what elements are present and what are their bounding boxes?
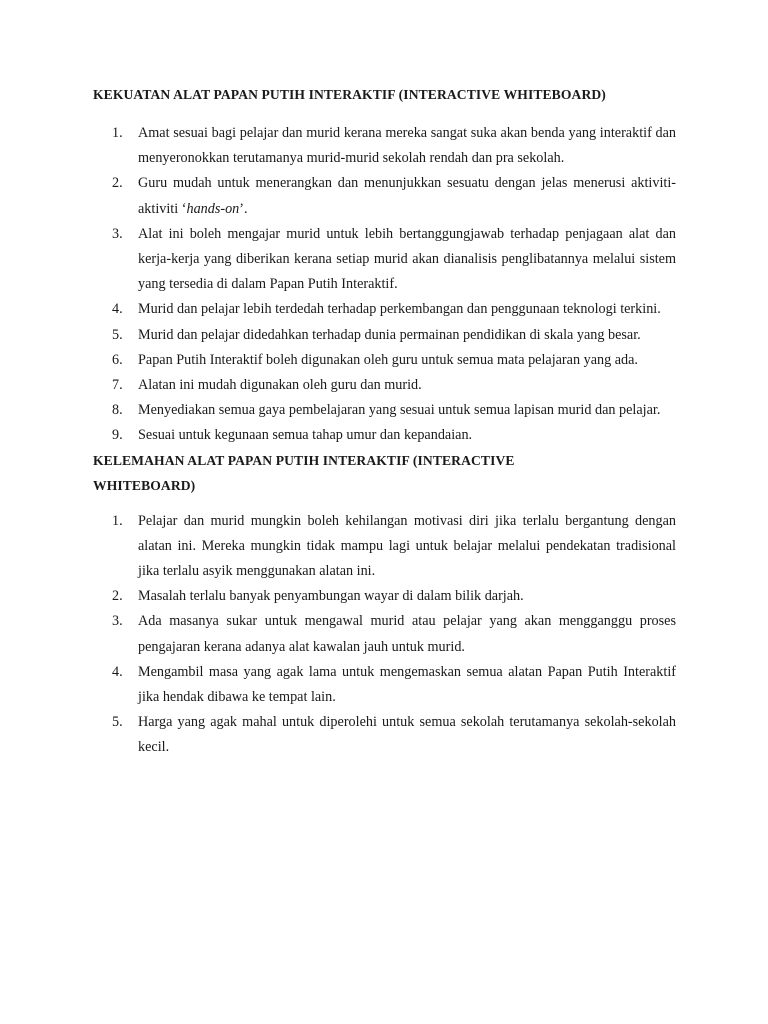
list-item-text-end: ’.: [239, 200, 248, 217]
list-item-text: Mengambil masa yang agak lama untuk mengemaskan semua alatan Papan Putih Interaktif jika hendak dibawa ke tempat lain.: [138, 663, 676, 706]
list-item-text: Murid dan pelajar lebih terdedah terhadap perkembangan dan penggunaan teknologi terkini.: [138, 301, 661, 318]
list-item-number: 3.: [112, 613, 123, 630]
list-item-number: 1.: [112, 512, 123, 529]
list-item: [93, 710, 676, 760]
list-item-text: Murid dan pelajar didedahkan terhadap dunia permainan pendidikan di skala yang besar.: [138, 326, 641, 343]
list-item-text: Papan Putih Interaktif boleh digunakan oleh guru untuk semua mata pelajaran yang ada.: [138, 351, 638, 368]
list-item-text: Harga yang agak mahal untuk diperolehi untuk semua sekolah terutamanya sekolah-sekolah kecil.: [138, 714, 676, 756]
list-item: [93, 297, 676, 322]
list-item: [93, 660, 676, 710]
weaknesses-list: [93, 509, 676, 761]
strengths-heading: KEKUATAN ALAT PAPAN PUTIH INTERAKTIF (INTERACTIVE WHITEBOARD): [93, 87, 606, 102]
italic-term: hands-on: [186, 200, 240, 217]
list-item: [93, 222, 676, 298]
list-item-number: 5.: [112, 326, 123, 343]
list-item-number: 2.: [112, 588, 123, 605]
list-item-text: Sesuai untuk kegunaan semua tahap umur dan kepandaian.: [138, 427, 473, 444]
list-item: [93, 373, 676, 398]
list-item: [93, 121, 676, 171]
list-item-number: 1.: [112, 125, 123, 141]
list-item: [93, 584, 676, 609]
list-item-text: Alat ini boleh mengajar murid untuk lebih bertanggungjawab terhadap penjagaan alat dan kerja-kerja yang diberikan kerana setiap murid akan dianalisis penglibatannya melalui sistem yang tersedia di dalam Papan Putih Interaktif.: [138, 225, 676, 293]
list-item: [93, 398, 676, 423]
strengths-list: [93, 121, 676, 449]
list-item-text-start: Guru mudah untuk menerangkan dan menunjukkan sesuatu dengan jelas menerusi aktiviti-aktiviti ‘: [138, 175, 676, 217]
list-item-text: Menyediakan semua gaya pembelajaran yang sesuai untuk semua lapisan murid dan pelajar.: [138, 402, 661, 419]
list-item-text: [138, 175, 676, 216]
list-item-number: 5.: [112, 714, 123, 731]
list-item-number: 4.: [112, 663, 123, 680]
list-item-text: Pelajar dan murid mungkin boleh kehilangan motivasi diri jika terlalu bergantung dengan alatan ini. Mereka mungkin tidak mampu lagi untuk belajar melalui pendekatan tradisional jika terlalu asyik menggunakan alatan ini.: [138, 512, 676, 580]
list-item-text: Amat sesuai bagi pelajar dan murid kerana mereka sangat suka akan benda yang interaktif dan menyeronokkan terutamanya murid-murid sekolah rendah dan pra sekolah.: [138, 125, 676, 167]
list-item-text: Alatan ini mudah digunakan oleh guru dan murid.: [138, 377, 422, 394]
list-item: [93, 609, 676, 659]
weaknesses-heading-line2: WHITEBOARD): [93, 477, 196, 493]
weaknesses-heading-line1: KELEMAHAN ALAT PAPAN PUTIH INTERAKTIF (INTERACTIVE: [93, 452, 515, 468]
document-page: [93, 85, 676, 761]
list-item: [93, 348, 676, 373]
list-item-number: 4.: [112, 301, 123, 318]
list-item: [93, 323, 676, 348]
list-item: [93, 423, 676, 448]
list-item-text: Masalah terlalu banyak penyambungan wayar di dalam bilik darjah.: [138, 588, 524, 605]
list-item-number: 2.: [112, 175, 123, 192]
weaknesses-heading: [93, 448, 676, 498]
list-item-number: 6.: [112, 351, 123, 368]
list-item: [93, 509, 676, 585]
list-item-number: 9.: [112, 427, 123, 444]
list-item: [93, 171, 676, 221]
list-item-number: 3.: [112, 225, 123, 242]
list-item-number: 8.: [112, 402, 123, 419]
list-item-number: 7.: [112, 377, 123, 394]
list-item-text: Ada masanya sukar untuk mengawal murid atau pelajar yang akan mengganggu proses pengajaran kerana adanya alat kawalan jauh untuk murid.: [138, 613, 676, 655]
